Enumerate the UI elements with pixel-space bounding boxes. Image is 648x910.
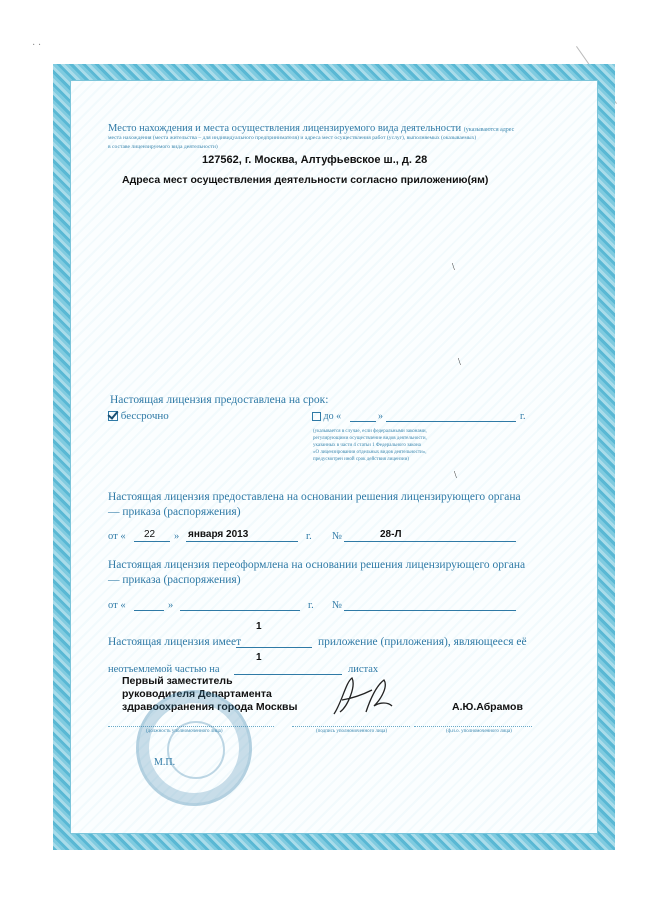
reissue-heading-line-2: — приказа (распоряжения) [108, 574, 241, 586]
term-until-option: до « [312, 411, 341, 422]
seal-label: М.П. [154, 757, 176, 768]
basis-month-year: января 2013 [188, 529, 249, 540]
reissue-day-line [134, 610, 164, 611]
basis-date-line [186, 541, 298, 542]
term-footnote-3: указанных в части 4 статьи 1 Федерального закона [313, 443, 421, 448]
appendix-count-2-line [234, 674, 342, 675]
reissue-close-quote: » [168, 600, 174, 611]
signature-caption: (подпись уполномоченного лица) [316, 729, 388, 734]
location-note-3: в составе лицензируемого вида деятельности) [108, 144, 218, 150]
appendix-line-1-prefix: Настоящая лицензия имеет [108, 636, 242, 648]
appendix-line-1-suffix: приложение (приложения), являющееся её [318, 636, 527, 648]
signatory-name: А.Ю.Абрамов [452, 701, 523, 713]
basis-number-line [344, 541, 516, 542]
pen-mark: \ [454, 470, 457, 481]
signatory-position-line-3: здравоохранения города Москвы [122, 701, 298, 713]
pen-mark: \ [452, 262, 455, 273]
reissue-heading-line-1: Настоящая лицензия переоформлена на основании решения лицензирующего органа [108, 559, 526, 571]
address-value: 127562, г. Москва, Алтуфьевское ш., д. 28 [202, 154, 428, 166]
official-seal [136, 690, 252, 806]
appendix-line-2-prefix: неотъемлемой частью на [108, 664, 220, 675]
appendix-count-2: 1 [256, 652, 262, 663]
reissue-from-label: от « [108, 600, 126, 611]
basis-year-suffix: г. [306, 531, 312, 542]
basis-day-value: 22 [144, 529, 156, 540]
appendix-line-2-suffix: листах [348, 664, 379, 675]
signatory-position-line-2: руководителя Департамента [122, 688, 272, 700]
signature-caption-line [292, 726, 410, 727]
until-date-line [386, 421, 516, 422]
until-day-line [350, 421, 376, 422]
signatory-position-line-1: Первый заместитель [122, 675, 233, 687]
scan-mark: · · [32, 40, 42, 51]
name-caption-line [414, 726, 532, 727]
position-caption: (должность уполномоченного лица) [146, 729, 223, 734]
term-footnote-4: «О лицензировании отдельных видов деятельности», [313, 450, 427, 455]
name-caption: (ф.и.о. уполномоченного лица) [446, 729, 512, 734]
location-heading: Место нахождения и места осуществления лицензируемого вида деятельности (указываются адрес [108, 123, 515, 134]
reissue-number-label: № [332, 600, 343, 611]
location-note-2: места нахождения (места жительства – для индивидуального предпринимателя) и адреса мест осуществления работ (услуг), выполняемых (оказываемых) [108, 135, 477, 141]
until-year-suffix: г. [520, 411, 526, 422]
term-footnote-5: предусмотрен иной срок действия лицензии) [313, 457, 409, 462]
term-footnote-2: регулирующими осуществление видов деятельности, [313, 436, 427, 441]
basis-number-value: 28-Л [380, 529, 402, 540]
term-footnote-1: (указывается в случае, если федеральными законами, [313, 429, 427, 434]
basis-number-label: № [332, 531, 343, 542]
basis-heading-line-2: — приказа (распоряжения) [108, 506, 241, 518]
term-heading: Настоящая лицензия предоставлена на срок: [110, 394, 329, 406]
until-close-quote: » [378, 411, 383, 422]
basis-from-label: от « [108, 531, 126, 542]
term-indefinite-option: бессрочно [108, 410, 169, 422]
reissue-date-line [180, 610, 300, 611]
handwritten-signature [328, 672, 398, 722]
basis-close-quote: » [174, 531, 180, 542]
seal-emblem [167, 721, 225, 779]
appendix-count-1-line [236, 647, 312, 648]
pen-mark: \ [458, 357, 461, 368]
empty-box-icon [312, 412, 321, 421]
basis-day-line [134, 541, 170, 542]
basis-heading-line-1: Настоящая лицензия предоставлена на основании решения лицензирующего органа [108, 491, 521, 503]
reissue-year-suffix: г. [308, 600, 314, 611]
appendix-count-1: 1 [256, 621, 262, 632]
checked-box-icon [108, 411, 118, 421]
addresses-note: Адреса мест осуществления деятельности согласно приложению(ям) [122, 174, 489, 186]
reissue-number-line [344, 610, 516, 611]
